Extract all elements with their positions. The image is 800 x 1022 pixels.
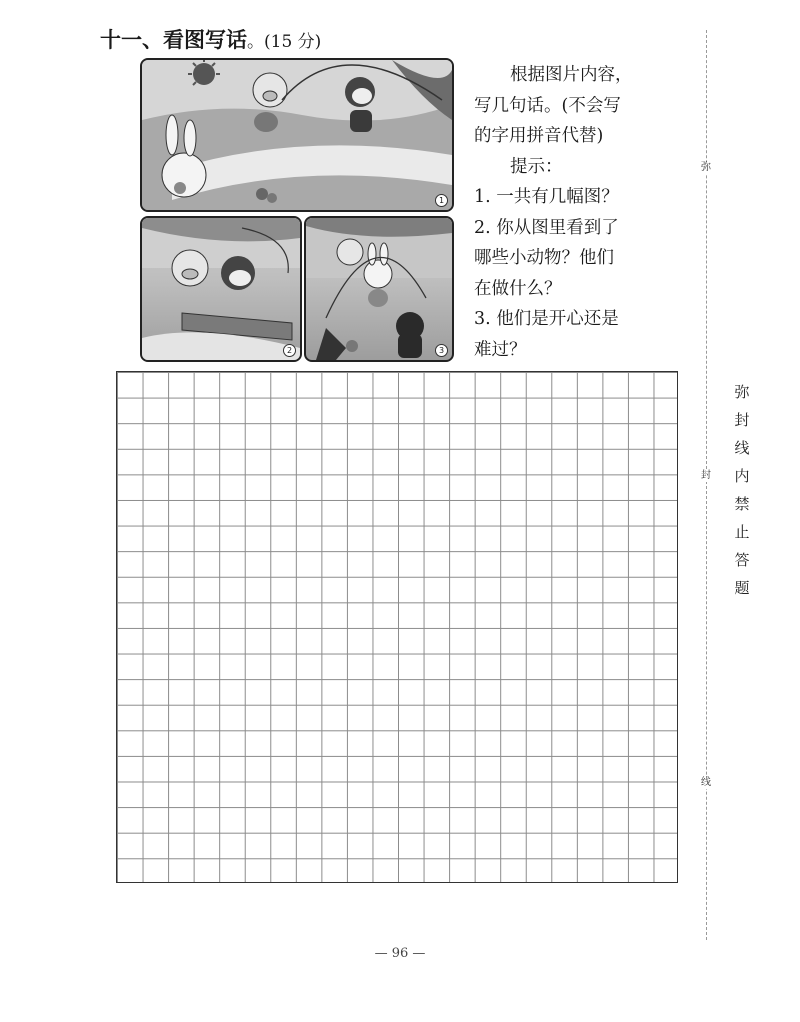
picture-panel-1 bbox=[140, 58, 454, 212]
seal-warning: 弥封线内禁止答题 bbox=[734, 383, 750, 597]
illustration-bridge-break bbox=[142, 218, 300, 360]
instruction-line: 写几句话。(不会写 bbox=[474, 95, 621, 116]
writing-grid[interactable] bbox=[116, 371, 678, 883]
seal-mark-bottom: 线 bbox=[701, 777, 711, 788]
page-number: — 96 — bbox=[374, 946, 426, 961]
instruction-line: 根据图片内容， bbox=[510, 65, 633, 85]
panel-number: 1 bbox=[435, 194, 448, 207]
seal-mark-mid: 封 bbox=[701, 470, 711, 481]
hint-1: 1. 一共有几幅图？ bbox=[474, 187, 619, 207]
question-heading bbox=[100, 24, 321, 54]
instruction-line: 的字用拼音代替) bbox=[474, 126, 604, 146]
hint-2: 2. 你从图里看到了 bbox=[474, 217, 619, 238]
seal-mark-top: 弥 bbox=[701, 162, 711, 173]
illustration-rope-play bbox=[306, 218, 452, 360]
hint-3: 3. 他们是开心还是 bbox=[474, 309, 619, 329]
illustration-jump-rope-scene bbox=[142, 60, 452, 210]
picture-panel-2 bbox=[140, 216, 302, 362]
writing-instructions bbox=[474, 60, 664, 365]
hint-2-cont: 哪些小动物？他们 bbox=[474, 248, 614, 268]
hint-3-cont: 难过？ bbox=[474, 339, 527, 360]
hint-heading: 提示： bbox=[510, 156, 563, 177]
picture-panel-3 bbox=[304, 216, 454, 362]
question-title: 十一、看图写话 bbox=[100, 28, 247, 52]
hint-2-cont: 在做什么？ bbox=[474, 278, 562, 299]
panel-number: 3 bbox=[435, 344, 448, 357]
panel-number: 2 bbox=[283, 344, 296, 357]
question-score: 。(15 分) bbox=[247, 32, 322, 52]
